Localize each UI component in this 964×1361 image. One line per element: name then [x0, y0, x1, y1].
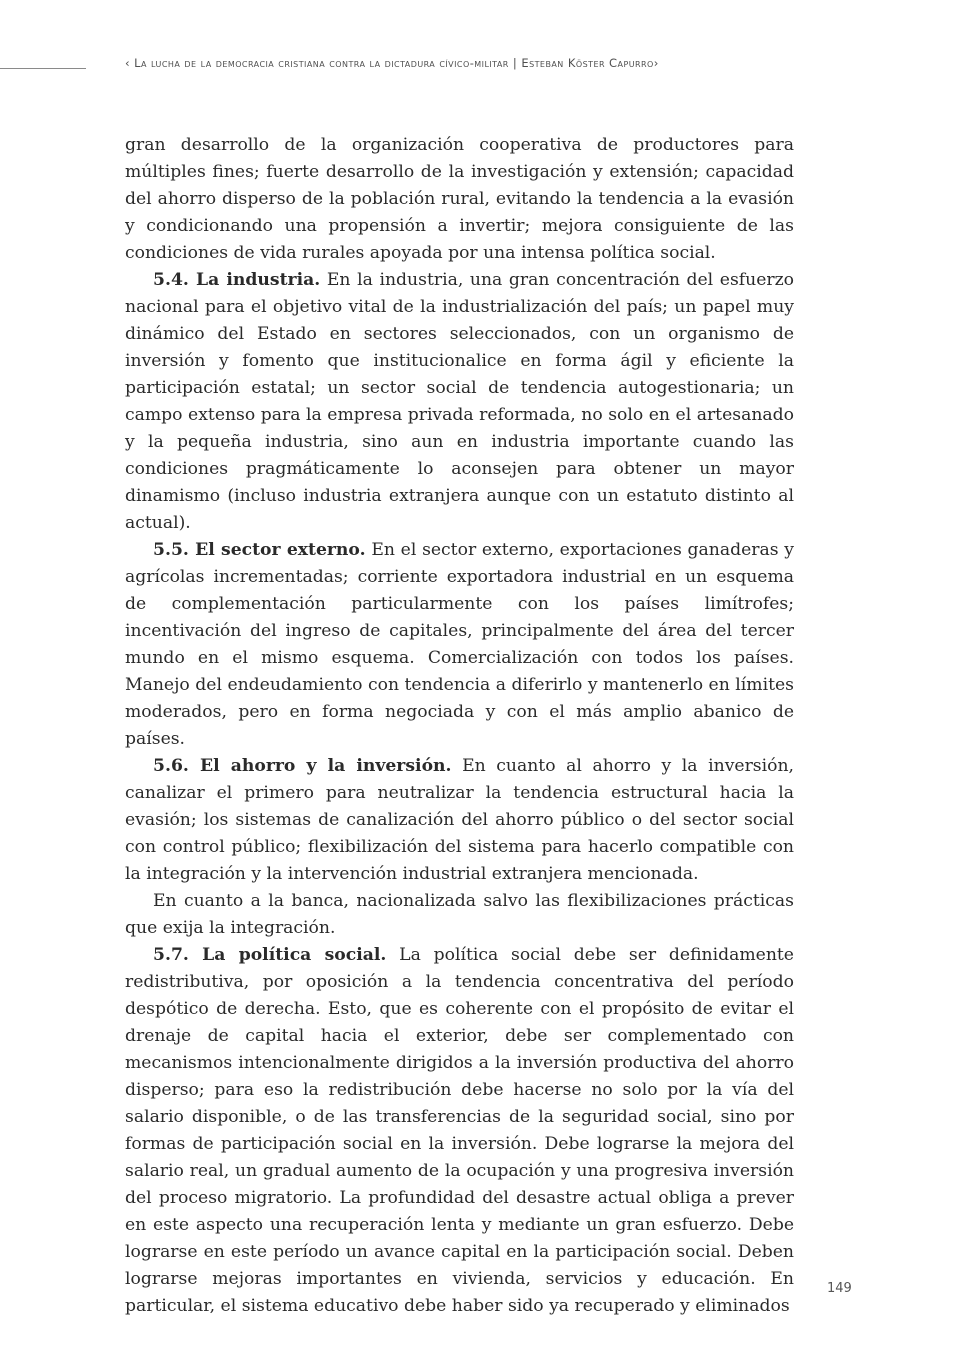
paragraph-text: gran desarrollo de la organización cooperativa de productores para múltiples fines; fuerte desarrollo de la investigación y extensión; capacidad del ahorro disperso de la población rural, evitando la tendencia a la evasión y condicionando una propensión a invertir; mejora consiguiente de las condiciones de vida rurales apoyada por una intensa política social. — [125, 135, 794, 263]
paragraph — [125, 942, 794, 1320]
paragraph — [125, 267, 794, 537]
paragraph-text: La política social debe ser definidamente redistributiva, por oposición a la tendencia concentrativa del período despótico de derecha. Esto, que es coherente con el propósito de evitar el drenaje de capital hacia el exterior, debe ser complementado con mecanismos intencionalmente dirigidos a la inversión productiva del ahorro disperso; para eso la redistribución debe hacerse no solo por la vía del salario disponible, o de las transferencias de la seguridad social, sino por formas de participación social en la inversión. Debe lograrse la mejora del salario real, un gradual aumento de la ocupación y una progresiva inversión del proceso migratorio. La profundidad del desastre actual obliga a prever en este aspecto una recuperación lenta y mediante un gran esfuerzo. Debe lograrse en este período un avance capital en la participación social. Deben lograrse mejoras importantes en vivienda, servicios y educación. En particular, el sistema educativo debe haber sido ya recuperado y eliminados — [125, 945, 794, 1316]
section-heading: 5.7. La política social. — [153, 945, 387, 965]
paragraph — [125, 753, 794, 888]
paragraph-text: En cuanto al ahorro y la inversión, canalizar el primero para neutralizar la tendencia estructural hacia la evasión; los sistemas de canalización del ahorro público o del sector social con control público; flexibilización del sistema para hacerlo compatible con la integración y la intervención industrial extranjera mencionada. — [125, 756, 794, 884]
running-header: ‹ La lucha de la democracia cristiana contra la dictadura cívico-militar | Esteban Köster Capurro› — [125, 56, 659, 70]
section-heading: 5.4. La industria. — [153, 270, 321, 290]
paragraph — [125, 537, 794, 753]
body-text — [125, 132, 794, 1320]
page-number: 149 — [827, 1281, 852, 1296]
paragraph-text: En la industria, una gran concentración del esfuerzo nacional para el objetivo vital de la industrialización del país; un papel muy dinámico del Estado en sectores seleccionados, con un organismo de inversión y fomento que institucionalice en forma ágil y eficiente la participación estatal; un sector social de tendencia autogestionaria; un campo extenso para la empresa privada reformada, no solo en el artesanado y la pequeña industria, sino aun en industria importante cuando las condiciones pragmáticamente lo aconsejen para obtener un mayor dinamismo (incluso industria extranjera aunque con un estatuto distinto al actual). — [125, 270, 795, 533]
header-rule — [0, 68, 86, 69]
paragraph — [125, 888, 794, 942]
section-heading: 5.6. El ahorro y la inversión. — [153, 756, 452, 776]
paragraph-text: En cuanto a la banca, nacionalizada salvo las flexibilizaciones prácticas que exija la integración. — [125, 891, 794, 938]
section-heading: 5.5. El sector externo. — [153, 540, 366, 560]
paragraph-text: En el sector externo, exportaciones ganaderas y agrícolas incrementadas; corriente exportadora industrial en un esquema de complementación particularmente con los países limítrofes; incentivación del ingreso de capitales, principalmente del área del tercer mundo en el mismo esquema. Comercialización con todos los países. Manejo del endeudamiento con tendencia a diferirlo y mantenerlo en límites moderados, pero en forma negociada y con el más amplio abanico de países. — [125, 540, 794, 749]
paragraph — [125, 132, 794, 267]
